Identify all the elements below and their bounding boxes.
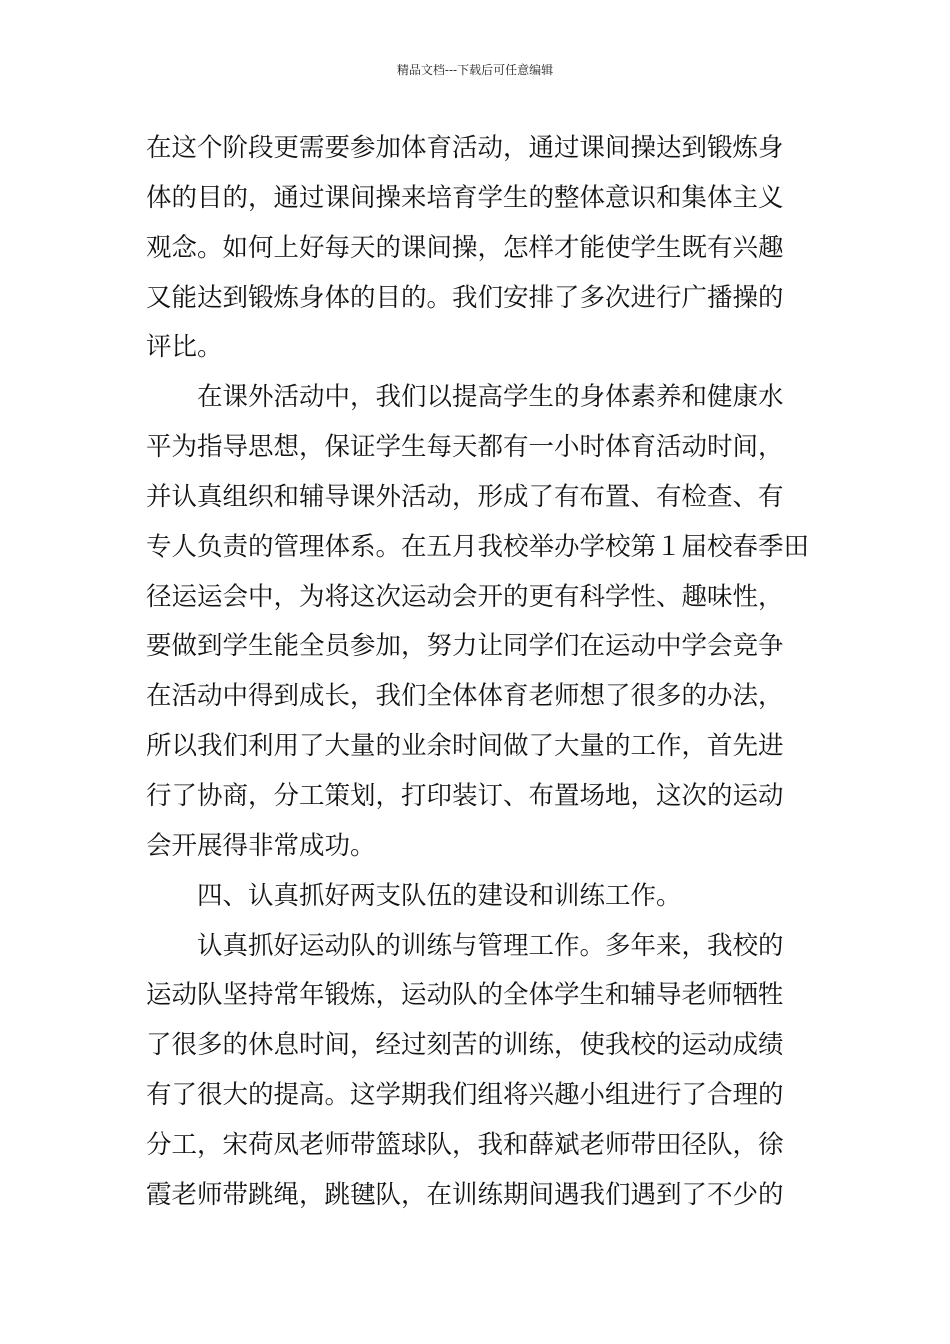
text-line: 行了协商，分工策划，打印装订、布置场地，这次的运动 xyxy=(146,780,784,811)
section-heading: 四、认真抓好两支队伍的建设和训练工作。 xyxy=(146,880,682,911)
document-body xyxy=(146,124,808,1221)
text-line: 在课外活动中，我们以提高学生的身体素养和健康水 xyxy=(146,382,784,413)
text-line: 径运运会中，为将这次运动会开的更有科学性、趣味性， xyxy=(146,581,784,612)
page-header: 精品文档---下载后可任意编辑 xyxy=(396,63,554,77)
text-line: 平为指导思想，保证学生每天都有一小时体育活动时间， xyxy=(146,432,784,463)
text-line: 会开展得非常成功。 xyxy=(146,830,376,861)
text-line: 专人负责的管理体系。在五月我校举办学校第１届校春季田 xyxy=(146,531,810,562)
text-line: 霞老师带跳绳，跳毽队，在训练期间遇我们遇到了不少的 xyxy=(146,1179,784,1210)
text-line: 评比。 xyxy=(146,332,223,363)
text-line: 体的目的，通过课间操来培育学生的整体意识和集体主义 xyxy=(146,182,784,213)
text-line: 在这个阶段更需要参加体育活动，通过课间操达到锻炼身 xyxy=(146,133,784,163)
text-line: 运动队坚持常年锻炼，运动队的全体学生和辅导老师牺牲 xyxy=(146,980,784,1011)
text-line: 认真抓好运动队的训练与管理工作。多年来，我校的 xyxy=(146,930,784,961)
text-line: 观念。如何上好每天的课间操，怎样才能使学生既有兴趣 xyxy=(146,232,784,263)
text-line: 要做到学生能全员参加，努力让同学们在运动中学会竞争 xyxy=(146,631,784,662)
text-line: 了很多的休息时间，经过刻苦的训练，使我校的运动成绩 xyxy=(146,1030,784,1061)
text-line: 又能达到锻炼身体的目的。我们安排了多次进行广播操的 xyxy=(146,282,784,313)
text-line: 有了很大的提高。这学期我们组将兴趣小组进行了合理的 xyxy=(146,1080,784,1111)
text-line: 在活动中得到成长，我们全体体育老师想了很多的办法， xyxy=(146,681,784,712)
text-line: 所以我们利用了大量的业余时间做了大量的工作，首先进 xyxy=(146,731,784,762)
text-line: 分工，宋荷凤老师带篮球队，我和薛斌老师带田径队，徐 xyxy=(146,1129,784,1160)
text-line: 并认真组织和辅导课外活动，形成了有布置、有检查、有 xyxy=(146,481,784,512)
